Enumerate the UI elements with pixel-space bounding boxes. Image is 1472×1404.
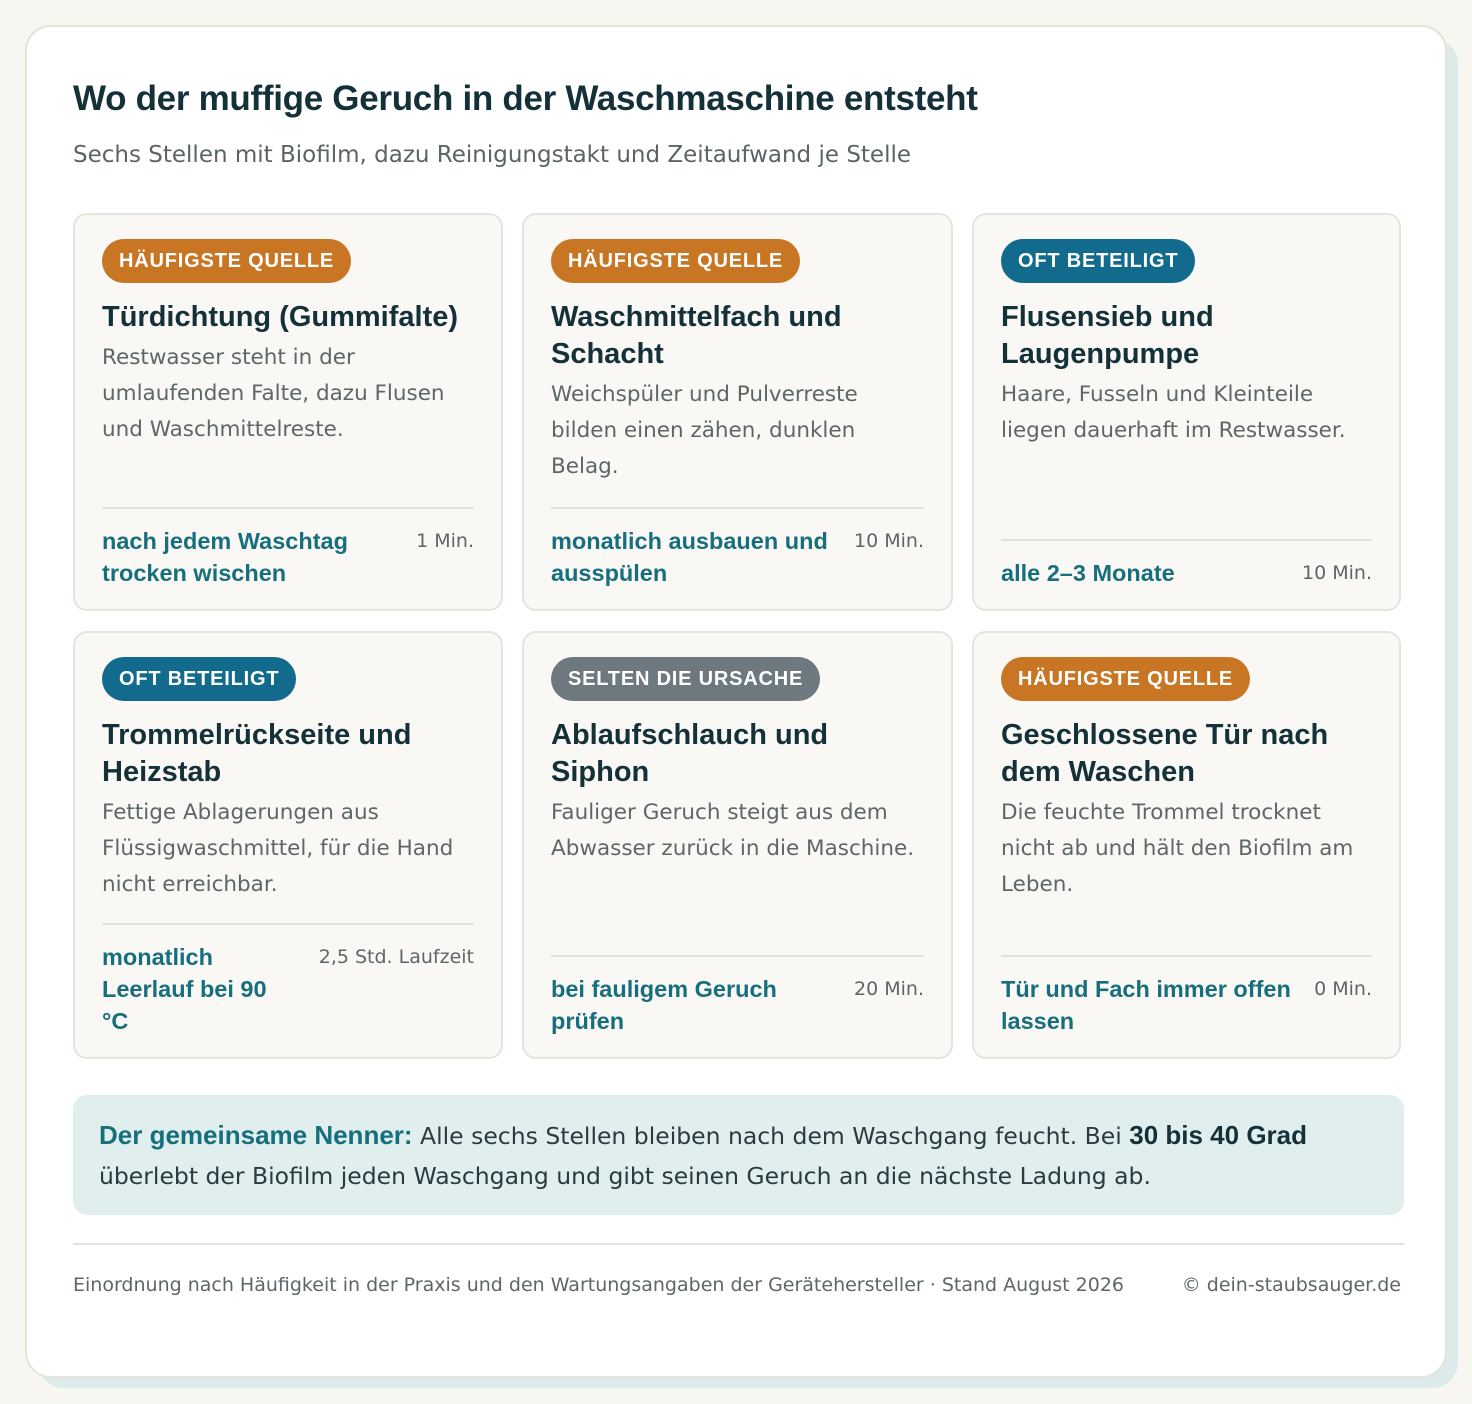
page-title: Wo der muffige Geruch in der Waschmaschine entsteht [73, 79, 978, 118]
frequency-badge: OFT BETEILIGT [102, 657, 296, 701]
tile-description: Fettige Ablagerungen aus Flüssigwaschmittel, für die Hand nicht erreichbar. [102, 800, 454, 897]
frequency-badge: SELTEN DIE URSACHE [551, 657, 820, 701]
infographic-card [25, 25, 1447, 1378]
tile-geschlossene-tuer [972, 631, 1401, 1059]
cleaning-interval: monatlich ausbauen und ausspülen [551, 528, 828, 586]
tile-footer [1001, 955, 1372, 1037]
tile-flusensieb [972, 213, 1401, 611]
tile-description: Restwasser steht in der umlaufenden Falte, dazu Flusen und Waschmittelreste. [102, 345, 445, 442]
time-effort: 10 Min. [854, 530, 924, 552]
page-subtitle: Sechs Stellen mit Biofilm, dazu Reinigungstakt und Zeitaufwand je Stelle [73, 142, 912, 168]
tile-title: Ablaufschlauch und Siphon [551, 719, 829, 788]
summary-note [73, 1095, 1404, 1215]
frequency-badge: HÄUFIGSTE QUELLE [102, 239, 351, 283]
tile-description: Fauliger Geruch steigt aus dem Abwasser zurück in die Maschine. [551, 800, 915, 861]
tile-title: Flusensieb und Laugenpumpe [1001, 301, 1214, 370]
tile-trommelrueckseite [73, 631, 503, 1059]
tile-description: Haare, Fusseln und Kleinteile liegen dauerhaft im Restwasser. [1001, 382, 1346, 443]
time-effort: 2,5 Std. Laufzeit [318, 946, 474, 968]
time-effort: 1 Min. [416, 530, 474, 552]
cleaning-interval: nach jedem Waschtag trocken wischen [102, 528, 348, 586]
cleaning-interval: alle 2–3 Monate [1001, 560, 1175, 586]
time-effort: 20 Min. [854, 978, 924, 1000]
source-note: Einordnung nach Häufigkeit in der Praxis und den Wartungsangaben der Gerätehersteller · Stand August 2026 [73, 1274, 1125, 1296]
note-highlight: 30 bis 40 Grad [1129, 1120, 1308, 1150]
time-effort: 10 Min. [1302, 562, 1372, 584]
tile-title: Geschlossene Tür nach dem Waschen [1001, 719, 1329, 788]
tile-title: Trommelrückseite und Heizstab [102, 719, 412, 788]
location-grid [73, 213, 1401, 1059]
tile-waschmittelfach [522, 213, 953, 611]
tile-footer [102, 507, 474, 589]
note-text-before: Alle sechs Stellen bleiben nach dem Waschgang feucht. Bei [412, 1122, 1130, 1150]
copyright: © dein-staubsauger.de [1181, 1274, 1401, 1296]
cleaning-interval: monatlich Leerlauf bei 90 °C [102, 944, 267, 1034]
tile-description: Weichspüler und Pulverreste bilden einen zähen, dunklen Belag. [551, 382, 858, 479]
tile-footer [1001, 539, 1372, 589]
tile-title: Türdichtung (Gummifalte) [102, 301, 459, 333]
note-text-after: überlebt der Biofilm jeden Waschgang und gibt seinen Geruch an die nächste Ladung ab. [99, 1162, 1151, 1190]
tile-tuerdichtung [73, 213, 503, 611]
tile-ablaufschlauch [522, 631, 953, 1059]
frequency-badge: HÄUFIGSTE QUELLE [551, 239, 800, 283]
time-effort: 0 Min. [1314, 978, 1372, 1000]
tile-description: Die feuchte Trommel trocknet nicht ab und hält den Biofilm am Leben. [1001, 800, 1354, 897]
tile-footer [102, 923, 474, 1037]
footer-divider [73, 1243, 1404, 1245]
tile-footer [551, 955, 924, 1037]
frequency-badge: OFT BETEILIGT [1001, 239, 1195, 283]
tile-footer [551, 507, 924, 589]
note-lead: Der gemeinsame Nenner: [99, 1120, 413, 1150]
cleaning-interval: Tür und Fach immer offen lassen [1001, 976, 1291, 1034]
tile-title: Waschmittelfach und Schacht [551, 301, 842, 370]
frequency-badge: HÄUFIGSTE QUELLE [1001, 657, 1250, 701]
cleaning-interval: bei fauligem Geruch prüfen [551, 976, 777, 1034]
